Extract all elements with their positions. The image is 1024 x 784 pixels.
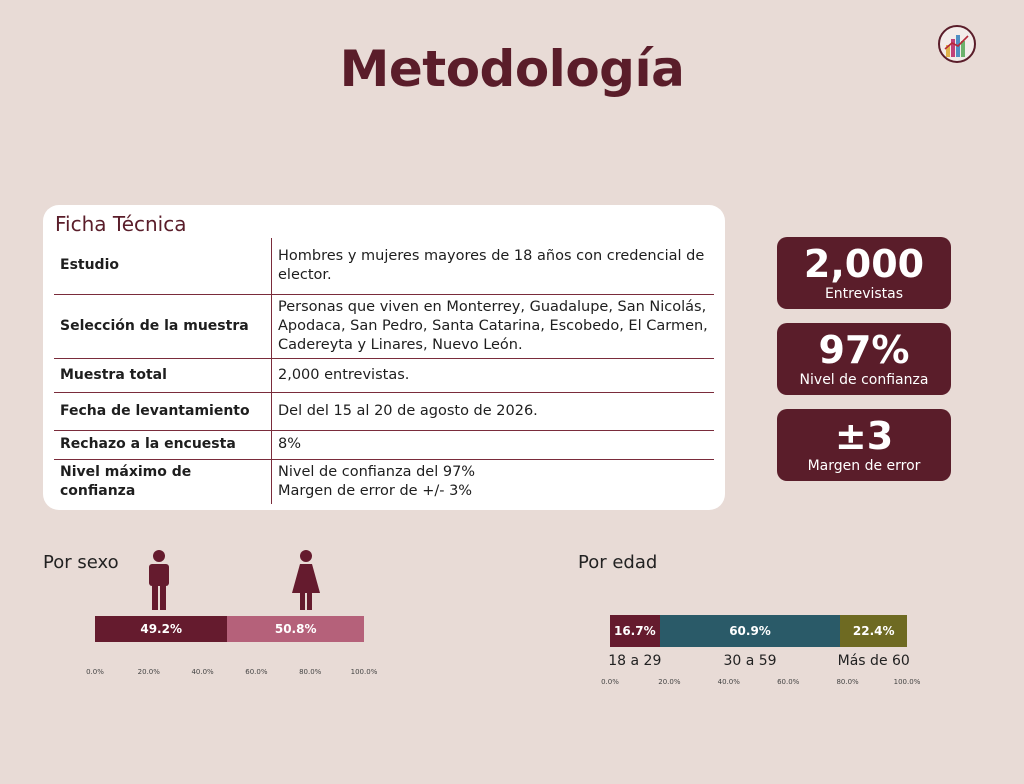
table-row — [54, 294, 714, 358]
row-label: Nivel máximo de confianza — [60, 463, 192, 499]
row-label: Fecha de levantamiento — [60, 402, 250, 419]
bar-segment-male: 49.2% — [95, 616, 227, 642]
row-value: 2,000 entrevistas. — [272, 358, 715, 392]
age-category-label: Más de 60 — [837, 653, 910, 669]
ficha-title: Ficha Técnica — [55, 212, 187, 236]
axis-tick-label: 80.0% — [836, 678, 859, 686]
row-label: Selección de la muestra — [60, 317, 249, 334]
ficha-tecnica-card — [43, 205, 725, 510]
axis-tick-label: 0.0% — [601, 678, 619, 686]
ficha-table — [54, 238, 714, 504]
table-row — [54, 459, 714, 504]
axis-tick-label: 40.0% — [191, 668, 214, 676]
row-value: Personas que viven en Monterrey, Guadalupe, San Nicolás, Apodaca, San Pedro, Santa Catarina, Escobedo, El Carmen, Cadereyta y Linares, Nuevo León. — [272, 294, 715, 358]
axis-tick-label: 20.0% — [658, 678, 681, 686]
section-label-edad: Por edad — [578, 552, 658, 573]
bar-segment-60-plus: 22.4% — [840, 615, 907, 647]
stat-card-entrevistas — [777, 237, 951, 309]
bar-segment-female: 50.8% — [227, 616, 364, 642]
stat-value: ±3 — [834, 414, 894, 458]
row-label: Estudio — [60, 257, 119, 274]
bar-segment-18-29: 16.7% — [610, 615, 660, 647]
female-icon — [291, 549, 321, 611]
age-category-label: 30 a 59 — [723, 653, 777, 669]
table-row — [54, 238, 714, 294]
age-category-label: 18 a 29 — [608, 653, 662, 669]
row-value: Hombres y mujeres mayores de 18 años con credencial de elector. — [272, 238, 715, 294]
axis-tick-label: 20.0% — [137, 668, 160, 676]
stat-label: Nivel de confianza — [799, 372, 929, 388]
sexo-bar — [95, 616, 364, 642]
stat-value: 97% — [818, 328, 910, 372]
row-value: Del del 15 al 20 de agosto de 2026. — [272, 392, 715, 430]
section-label-sexo: Por sexo — [43, 552, 119, 573]
axis-tick-label: 40.0% — [717, 678, 740, 686]
table-row — [54, 392, 714, 430]
axis-tick-label: 100.0% — [350, 668, 378, 676]
table-row — [54, 430, 714, 459]
stat-value: 2,000 — [803, 242, 925, 286]
row-label: Rechazo a la encuesta — [60, 436, 236, 452]
row-value: 8% — [272, 430, 715, 459]
axis-tick-label: 0.0% — [86, 668, 104, 676]
stat-label: Margen de error — [807, 458, 921, 474]
axis-tick-label: 80.0% — [299, 668, 322, 676]
axis-tick-label: 60.0% — [245, 668, 268, 676]
row-value-line: Margen de error de +/- 3% — [278, 482, 473, 499]
row-label: Muestra total — [60, 366, 167, 383]
axis-tick-label: 60.0% — [777, 678, 800, 686]
table-row — [54, 358, 714, 392]
stat-card-margen — [777, 409, 951, 481]
page-title: Metodología — [339, 40, 685, 98]
edad-bar — [610, 615, 907, 647]
bar-segment-30-59: 60.9% — [660, 615, 841, 647]
male-icon — [147, 549, 171, 611]
axis-tick-label: 100.0% — [893, 678, 921, 686]
stat-label: Entrevistas — [824, 286, 904, 302]
row-value — [272, 459, 715, 504]
row-value-line: Nivel de confianza del 97% — [278, 463, 476, 480]
stat-card-confianza — [777, 323, 951, 395]
